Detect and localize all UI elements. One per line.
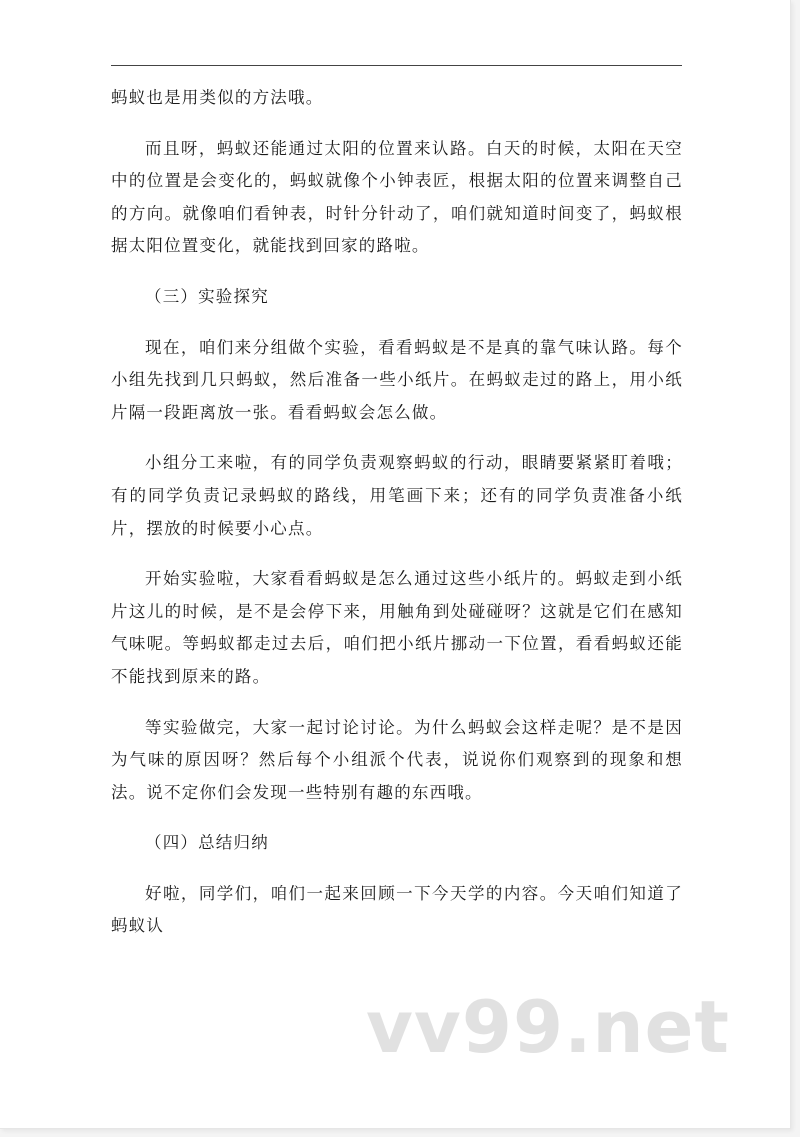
paragraph-continuation: 蚂蚁也是用类似的方法哦。: [111, 88, 324, 107]
section-heading-experiment: （三）实验探究: [145, 286, 269, 306]
header-rule: [111, 65, 682, 66]
watermark-text: vv99.net: [366, 985, 730, 1069]
paragraph-group-roles: 小组分工来啦，有的同学负责观察蚂蚁的行动，眼睛要紧紧盯着哦；有的同学负责记录蚂蚁的路线，用笔画下来；还有的同学负责准备小纸片，摆放的时候要小心点。: [111, 453, 683, 538]
paragraph-discussion: 等实验做完，大家一起讨论讨论。为什么蚂蚁会这样走呢？是不是因为气味的原因呀？然后每个小组派个代表，说说你们观察到的现象和想法。说不定你们会发现一些特别有趣的东西哦。: [111, 717, 683, 802]
paragraph-experiment-setup: 现在，咱们来分组做个实验，看看蚂蚁是不是真的靠气味认路。每个小组先找到几只蚂蚁，然后准备一些小纸片。在蚂蚁走过的路上，用小纸片隔一段距离放一张。看看蚂蚁会怎么做。: [111, 337, 683, 422]
paragraph-experiment-start: 开始实验啦，大家看看蚂蚁是怎么通过这些小纸片的。蚂蚁走到小纸片这儿的时候，是不是会停下来，用触角到处碰碰呀？这就是它们在感知气味呢。等蚂蚁都走过去后，咱们把小纸片挪动一下位置，看看蚂蚁还能不能找到原来的路。: [111, 569, 683, 686]
document-body: [111, 82, 683, 961]
section-heading-summary: （四）总结归纳: [145, 833, 269, 853]
paragraph-sun-navigation: 而且呀，蚂蚁还能通过太阳的位置来认路。白天的时候，太阳在天空中的位置是会变化的，蚂蚁就像个小钟表匠，根据太阳的位置来调整自己的方向。就像咱们看钟表，时针分针动了，咱们就知道时间变了，蚂蚁根据太阳位置变化，就能找到回家的路啦。: [111, 138, 683, 256]
paragraph-review: 好啦，同学们，咱们一起来回顾一下今天学的内容。今天咱们知道了蚂蚁认: [111, 883, 683, 936]
